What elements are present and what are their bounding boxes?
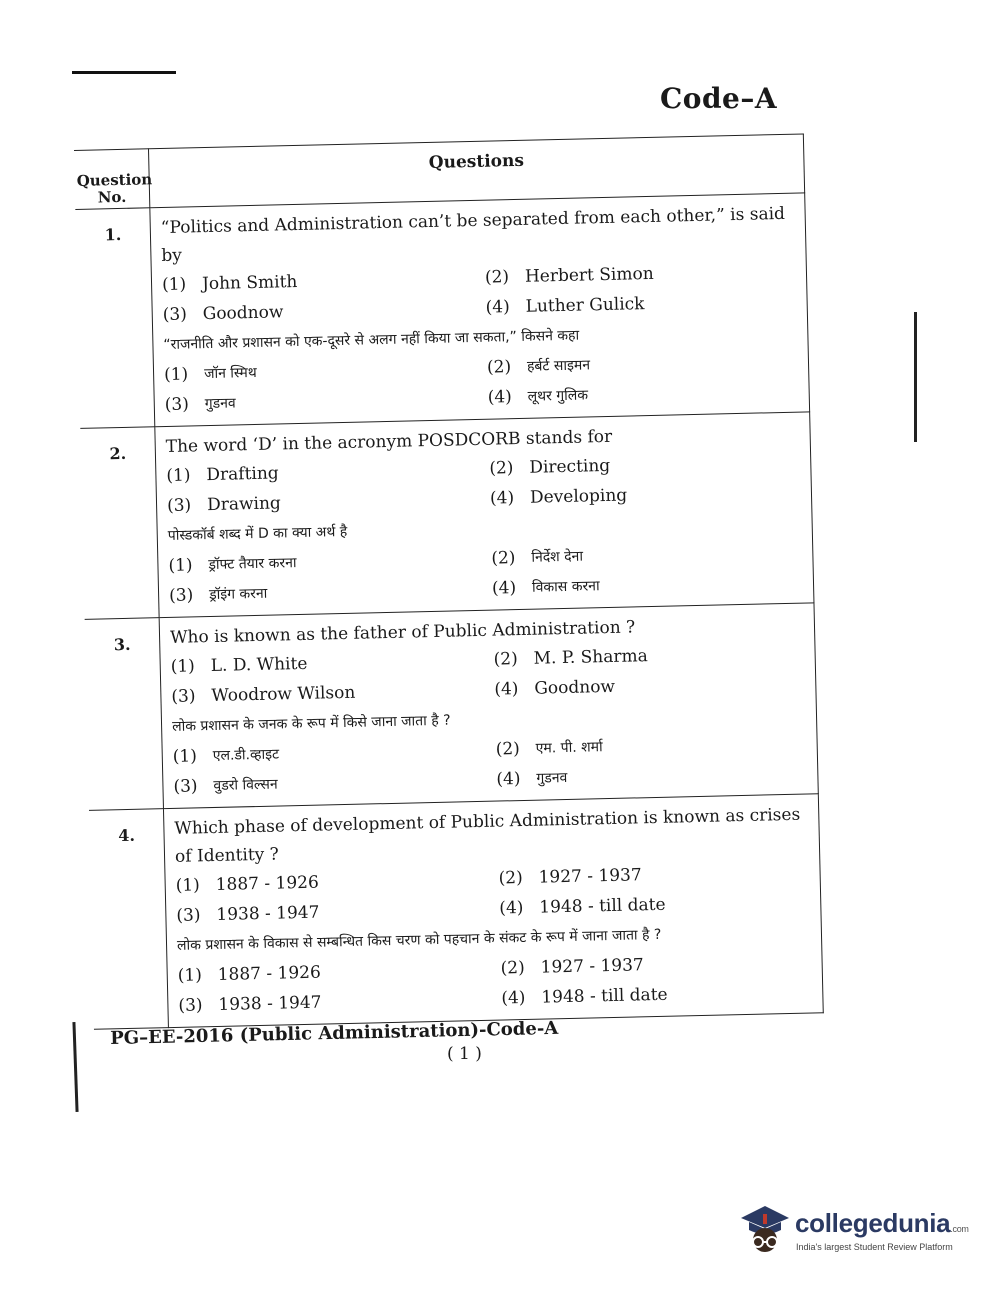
option: (4) विकास करना [492,567,806,604]
option: (2) निर्देश देना [491,537,805,574]
question-text-en: “Politics and Administration can’t be separated from each other,” is said by [160,203,786,267]
question-sheet [74,133,824,1029]
option-text: M. P. Sharma [533,646,648,669]
question-text-hi: पोस्डकॉर्ब शब्द में D का क्या अर्थ है [167,523,348,544]
option: (3) गुडनव [164,383,478,420]
top-rule [72,71,176,74]
option-text: निर्देश देना [531,548,584,566]
option-text: 1887 - 1926 [215,872,320,895]
option: (3) वुडरो विल्सन [173,765,487,802]
logo-domain: .com [950,1224,969,1234]
option-text: Luther Gulick [525,294,645,317]
option-text: Herbert Simon [524,263,654,287]
option-text: गुडनव [204,395,236,413]
option-text: 1927 - 1937 [538,865,642,888]
option-text: 1938 - 1947 [218,992,322,1015]
option: (1) Drafting [166,454,480,491]
option: (1) जॉन स्मिथ [164,353,478,390]
option: (2) Herbert Simon [485,256,799,293]
page-number: ( 1 ) [447,1044,482,1064]
option-text: 1927 - 1937 [540,955,644,978]
option-text: जॉन स्मिथ [203,364,257,383]
mascot-icon [735,1196,793,1256]
option-text: 1948 - till date [541,984,668,1008]
questions-header: Questions [148,134,804,208]
option: (4) लूथर गुलिक [487,376,801,413]
collegedunia-logo [735,1196,969,1260]
option-text: हर्बर्ट साइमन [526,357,591,375]
question-row [75,193,809,428]
option-text: 1887 - 1926 [217,962,322,985]
question-number: 2. [80,427,159,620]
option: (1) 1887 - 1926 [175,864,489,901]
option-text: ड्रॉफ्ट तैयार करना [208,555,297,574]
question-text-hi: लोक प्रशासन के जनक के रूप में किसे जाना जाता है ? [171,712,451,735]
option-text: Drawing [206,493,282,516]
option: (4) 1948 - till date [499,886,813,923]
option: (3) 1938 - 1947 [178,984,492,1021]
option: (1) L. D. White [170,645,484,682]
option: (2) एम. पी. शर्मा [495,727,809,764]
question-text-hi: “राजनीति और प्रशासन को एक-दूसरे से अलग नहीं किया जा सकता,” किसने कहा [163,327,580,354]
question-body [159,603,818,809]
logo-wordmark: collegedunia.com [795,1208,969,1238]
question-number: 1. [75,208,154,429]
scan-edge-mark [914,312,917,442]
question-text-hi: लोक प्रशासन के विकास से सम्बन्धित किस चरण को पहचान के संकट के रूप में जाना जाता है ? [176,926,662,954]
question-body [150,193,810,427]
question-number: 3. [85,618,164,811]
option: (4) गुडनव [496,757,810,794]
question-text-en: Which phase of development of Public Administration is known as crises of Identity ? [174,804,801,867]
option-text: Drafting [206,463,279,486]
option-text: विकास करना [531,578,600,596]
option: (3) Goodnow [162,293,476,330]
option: (1) ड्रॉफ्ट तैयार करना [168,544,482,581]
option-text: Goodnow [534,676,616,699]
option-text: वुडरो विल्सन [213,776,278,794]
option: (4) Luther Gulick [485,286,799,323]
option-text: Directing [529,455,611,478]
option-text: Goodnow [202,302,284,325]
scan-edge-mark [72,1022,78,1112]
option: (3) Drawing [167,484,481,521]
option: (2) Directing [489,447,803,484]
option-text: एल.डी.व्हाइट [212,746,280,765]
question-table [74,133,824,1029]
question-body [155,412,814,618]
question-text-en: The word ‘D’ in the acronym POSDCORB stands for [165,426,613,457]
question-row [89,794,823,1029]
option: (1) 1887 - 1926 [177,954,491,991]
question-row [80,412,814,620]
option: (4) Goodnow [494,668,808,705]
option-text: 1948 - till date [539,894,666,918]
logo-tagline: India's largest Student Review Platform [796,1242,953,1252]
option-text: एम. पी. शर्मा [535,739,603,757]
option-text: 1938 - 1947 [216,902,320,925]
question-no-header: Question No. [74,149,150,210]
option: (1) एल.डी.व्हाइट [172,735,486,772]
option: (3) Woodrow Wilson [171,675,485,712]
option: (1) John Smith [162,263,476,300]
option-text: L. D. White [210,653,308,677]
paper-code: Code–A [660,82,778,115]
option-text: ड्रॉइंग करना [208,585,268,604]
option-text: Woodrow Wilson [211,682,356,707]
option-text: गुडनव [536,769,568,787]
option: (2) M. P. Sharma [493,638,807,675]
option: (4) 1948 - till date [501,976,815,1013]
option: (2) हर्बर्ट साइमन [487,346,801,383]
option-text: लूथर गुलिक [527,387,589,405]
option: (2) 1927 - 1937 [500,946,814,983]
option: (2) 1927 - 1937 [498,856,812,893]
option-text: Developing [529,485,628,508]
footer-paper-title: PG–EE-2016 (Public Administration)-Code-A [110,1017,559,1049]
question-body [163,794,823,1028]
question-number: 4. [89,809,168,1030]
option: (3) 1938 - 1947 [176,894,490,931]
option: (4) Developing [490,477,804,514]
question-text-en: Who is known as the father of Public Administration ? [169,617,636,648]
option: (3) ड्रॉइंग करना [169,574,483,611]
option-text: John Smith [201,271,298,295]
question-row [85,603,819,811]
